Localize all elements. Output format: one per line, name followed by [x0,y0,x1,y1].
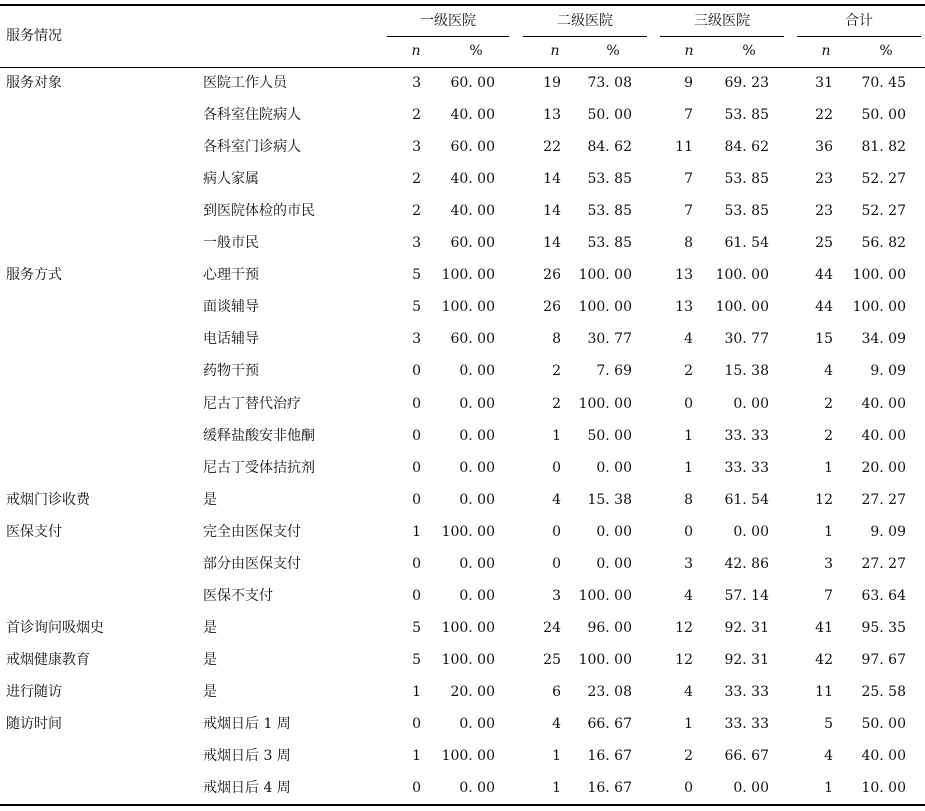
percent-cell: 97. 67 [861,652,906,668]
count-cell: 23 [815,203,833,219]
count-cell: 4 [824,363,833,379]
count-cell: 0 [552,556,561,572]
row-category: 服务对象 [6,75,62,91]
group-header-level2: 二级医院 [557,13,613,29]
percent-cell: 52. 27 [861,171,906,187]
table-row [0,618,925,638]
row-item: 缓释盐酸安非他酮 [203,428,315,444]
count-cell: 2 [412,203,421,219]
percent-cell: 100. 00 [578,267,632,283]
table-row [0,458,925,478]
percent-cell: 9. 09 [870,363,906,379]
percent-cell: 34. 09 [861,331,906,347]
count-cell: 13 [675,267,693,283]
count-cell: 14 [543,171,561,187]
table-row [0,233,925,253]
subheader-n: n [821,43,831,59]
count-cell: 0 [412,396,421,412]
count-cell: 7 [824,588,833,604]
percent-cell: 53. 85 [724,171,769,187]
percent-cell: 33. 33 [724,684,769,700]
count-cell: 1 [824,524,833,540]
row-category: 随访时间 [6,716,62,732]
percent-cell: 50. 00 [861,716,906,732]
percent-cell: 61. 54 [724,235,769,251]
percent-cell: 40. 00 [861,396,906,412]
count-cell: 13 [675,299,693,315]
count-cell: 1 [552,428,561,444]
percent-cell: 0. 00 [459,556,495,572]
percent-cell: 9. 09 [870,524,906,540]
subheader-n: n [411,43,421,59]
table-row [0,650,925,670]
count-cell: 1 [824,460,833,476]
row-item: 病人家属 [203,171,259,187]
count-cell: 24 [543,620,561,636]
count-cell: 5 [412,652,421,668]
count-cell: 4 [552,716,561,732]
row-item: 药物干预 [203,363,259,379]
percent-cell: 0. 00 [596,556,632,572]
percent-cell: 0. 00 [459,460,495,476]
table-row [0,73,925,93]
count-cell: 42 [815,652,833,668]
count-cell: 1 [684,460,693,476]
percent-cell: 30. 77 [724,331,769,347]
group-underline-4 [797,36,921,37]
percent-cell: 15. 38 [587,492,632,508]
row-category: 服务方式 [6,267,62,283]
percent-cell: 53. 85 [587,203,632,219]
count-cell: 3 [412,139,421,155]
percent-cell: 60. 00 [450,139,495,155]
percent-cell: 100. 00 [441,652,495,668]
table-row [0,714,925,734]
percent-cell: 0. 00 [596,460,632,476]
percent-cell: 16. 67 [587,748,632,764]
count-cell: 3 [824,556,833,572]
count-cell: 7 [684,107,693,123]
group-header-total: 合计 [845,13,873,29]
percent-cell: 10. 00 [861,780,906,796]
percent-cell: 0. 00 [459,428,495,444]
percent-cell: 60. 00 [450,75,495,91]
count-cell: 2 [412,171,421,187]
percent-cell: 100. 00 [441,748,495,764]
table-row [0,329,925,349]
percent-cell: 73. 08 [587,75,632,91]
row-item: 戒烟日后 4 周 [203,780,291,796]
row-item: 一般市民 [203,235,259,251]
row-item: 心理干预 [203,267,259,283]
count-cell: 44 [815,267,833,283]
percent-cell: 70. 45 [861,75,906,91]
count-cell: 22 [543,139,561,155]
count-cell: 26 [543,267,561,283]
count-cell: 0 [412,363,421,379]
percent-cell: 33. 33 [724,428,769,444]
percent-cell: 60. 00 [450,235,495,251]
count-cell: 1 [684,716,693,732]
table-row [0,778,925,798]
percent-cell: 27. 27 [861,492,906,508]
group-header-level3: 三级医院 [694,13,750,29]
percent-cell: 69. 23 [724,75,769,91]
count-cell: 3 [412,331,421,347]
percent-cell: 100. 00 [578,588,632,604]
count-cell: 0 [552,524,561,540]
count-cell: 0 [412,460,421,476]
count-cell: 7 [684,203,693,219]
table-row [0,297,925,317]
subheader-n: n [550,43,560,59]
percent-cell: 61. 54 [724,492,769,508]
row-category: 首诊询问吸烟史 [6,620,104,636]
count-cell: 2 [684,748,693,764]
row-item: 戒烟日后 1 周 [203,716,291,732]
percent-cell: 30. 77 [587,331,632,347]
row-item: 是 [203,492,217,508]
count-cell: 25 [543,652,561,668]
count-cell: 25 [815,235,833,251]
percent-cell: 92. 31 [724,652,769,668]
count-cell: 0 [412,780,421,796]
percent-cell: 56. 82 [861,235,906,251]
table-row [0,137,925,157]
count-cell: 2 [684,363,693,379]
percent-cell: 96. 00 [587,620,632,636]
group-underline-1 [387,36,509,37]
percent-cell: 100. 00 [441,299,495,315]
count-cell: 13 [543,107,561,123]
count-cell: 2 [552,396,561,412]
count-cell: 4 [824,748,833,764]
table-row [0,746,925,766]
count-cell: 0 [412,716,421,732]
count-cell: 14 [543,203,561,219]
count-cell: 44 [815,299,833,315]
percent-cell: 100. 00 [852,267,906,283]
count-cell: 0 [684,780,693,796]
percent-cell: 53. 85 [724,107,769,123]
count-cell: 3 [684,556,693,572]
percent-cell: 15. 38 [724,363,769,379]
count-cell: 5 [412,299,421,315]
percent-cell: 92. 31 [724,620,769,636]
count-cell: 23 [815,171,833,187]
count-cell: 5 [824,716,833,732]
table-row [0,265,925,285]
percent-cell: 84. 62 [724,139,769,155]
row-item: 是 [203,620,217,636]
count-cell: 0 [684,396,693,412]
count-cell: 2 [552,363,561,379]
table-row [0,682,925,702]
row-item: 面谈辅导 [203,299,259,315]
count-cell: 4 [684,684,693,700]
top-rule [0,4,925,6]
table-row [0,586,925,606]
percent-cell: 7. 69 [596,363,632,379]
percent-cell: 100. 00 [441,524,495,540]
bottom-rule [0,804,925,806]
count-cell: 1 [412,684,421,700]
row-item: 各科室门诊病人 [203,139,301,155]
row-item: 到医院体检的市民 [203,203,315,219]
percent-cell: 40. 00 [450,107,495,123]
percent-cell: 0. 00 [459,588,495,604]
table-row [0,201,925,221]
group-underline-2 [523,36,647,37]
count-cell: 1 [684,428,693,444]
count-cell: 4 [552,492,561,508]
table-row [0,522,925,542]
count-cell: 3 [412,235,421,251]
percent-cell: 57. 14 [724,588,769,604]
subheader-pct: % [606,43,620,59]
row-item: 戒烟日后 3 周 [203,748,291,764]
count-cell: 4 [684,331,693,347]
count-cell: 41 [815,620,833,636]
percent-cell: 33. 33 [724,460,769,476]
count-cell: 15 [815,331,833,347]
percent-cell: 84. 62 [587,139,632,155]
row-item: 尼古丁受体拮抗剂 [203,460,315,476]
row-item: 医保不支付 [203,588,273,604]
row-item: 是 [203,684,217,700]
count-cell: 8 [552,331,561,347]
count-cell: 5 [412,620,421,636]
table-row [0,361,925,381]
row-category: 戒烟门诊收费 [6,492,90,508]
count-cell: 1 [412,748,421,764]
count-cell: 0 [552,460,561,476]
percent-cell: 66. 67 [587,716,632,732]
count-cell: 0 [412,428,421,444]
count-cell: 0 [684,524,693,540]
percent-cell: 100. 00 [578,396,632,412]
percent-cell: 0. 00 [733,780,769,796]
percent-cell: 0. 00 [596,524,632,540]
percent-cell: 95. 35 [861,620,906,636]
percent-cell: 63. 64 [861,588,906,604]
percent-cell: 50. 00 [861,107,906,123]
count-cell: 3 [552,588,561,604]
percent-cell: 23. 08 [587,684,632,700]
percent-cell: 50. 00 [587,428,632,444]
count-cell: 3 [412,75,421,91]
subheader-pct: % [742,43,756,59]
count-cell: 2 [824,428,833,444]
percent-cell: 20. 00 [450,684,495,700]
group-header-level1: 一级医院 [420,13,476,29]
percent-cell: 40. 00 [450,171,495,187]
header-title: 服务情况 [6,28,62,44]
table-row [0,426,925,446]
percent-cell: 0. 00 [459,492,495,508]
percent-cell: 81. 82 [861,139,906,155]
count-cell: 1 [552,748,561,764]
count-cell: 1 [552,780,561,796]
percent-cell: 53. 85 [587,235,632,251]
count-cell: 11 [815,684,833,700]
subheader-pct: % [469,43,483,59]
count-cell: 4 [684,588,693,604]
row-item: 电话辅导 [203,331,259,347]
row-item: 各科室住院病人 [203,107,301,123]
row-item: 完全由医保支付 [203,524,301,540]
count-cell: 12 [675,620,693,636]
percent-cell: 0. 00 [459,780,495,796]
row-category: 进行随访 [6,684,62,700]
table-row [0,169,925,189]
percent-cell: 0. 00 [459,396,495,412]
percent-cell: 100. 00 [578,299,632,315]
table-row [0,394,925,414]
percent-cell: 100. 00 [715,267,769,283]
count-cell: 2 [412,107,421,123]
count-cell: 2 [824,396,833,412]
row-category: 医保支付 [6,524,62,540]
percent-cell: 53. 85 [724,203,769,219]
count-cell: 31 [815,75,833,91]
percent-cell: 40. 00 [861,428,906,444]
percent-cell: 100. 00 [852,299,906,315]
percent-cell: 0. 00 [459,363,495,379]
count-cell: 9 [684,75,693,91]
table-row [0,105,925,125]
subheader-pct: % [879,43,893,59]
count-cell: 12 [675,652,693,668]
row-item: 尼古丁替代治疗 [203,396,301,412]
group-underline-3 [660,36,784,37]
count-cell: 0 [412,556,421,572]
count-cell: 8 [684,492,693,508]
subheader-n: n [684,43,694,59]
count-cell: 0 [412,588,421,604]
percent-cell: 27. 27 [861,556,906,572]
percent-cell: 100. 00 [578,652,632,668]
percent-cell: 100. 00 [441,620,495,636]
percent-cell: 50. 00 [587,107,632,123]
percent-cell: 20. 00 [861,460,906,476]
percent-cell: 33. 33 [724,716,769,732]
percent-cell: 25. 58 [861,684,906,700]
percent-cell: 16. 67 [587,780,632,796]
count-cell: 26 [543,299,561,315]
count-cell: 36 [815,139,833,155]
count-cell: 14 [543,235,561,251]
percent-cell: 42. 86 [724,556,769,572]
count-cell: 1 [412,524,421,540]
count-cell: 7 [684,171,693,187]
count-cell: 1 [824,780,833,796]
percent-cell: 40. 00 [450,203,495,219]
percent-cell: 0. 00 [459,716,495,732]
table-row [0,490,925,510]
percent-cell: 53. 85 [587,171,632,187]
count-cell: 8 [684,235,693,251]
percent-cell: 60. 00 [450,331,495,347]
percent-cell: 52. 27 [861,203,906,219]
count-cell: 5 [412,267,421,283]
percent-cell: 0. 00 [733,396,769,412]
count-cell: 19 [543,75,561,91]
row-item: 部分由医保支付 [203,556,301,572]
row-item: 是 [203,652,217,668]
percent-cell: 100. 00 [715,299,769,315]
count-cell: 12 [815,492,833,508]
count-cell: 22 [815,107,833,123]
header-rule [0,67,925,68]
count-cell: 6 [552,684,561,700]
percent-cell: 40. 00 [861,748,906,764]
count-cell: 11 [675,139,693,155]
percent-cell: 100. 00 [441,267,495,283]
table-row [0,554,925,574]
count-cell: 0 [412,492,421,508]
percent-cell: 66. 67 [724,748,769,764]
percent-cell: 0. 00 [733,524,769,540]
row-category: 戒烟健康教育 [6,652,90,668]
row-item: 医院工作人员 [203,75,287,91]
